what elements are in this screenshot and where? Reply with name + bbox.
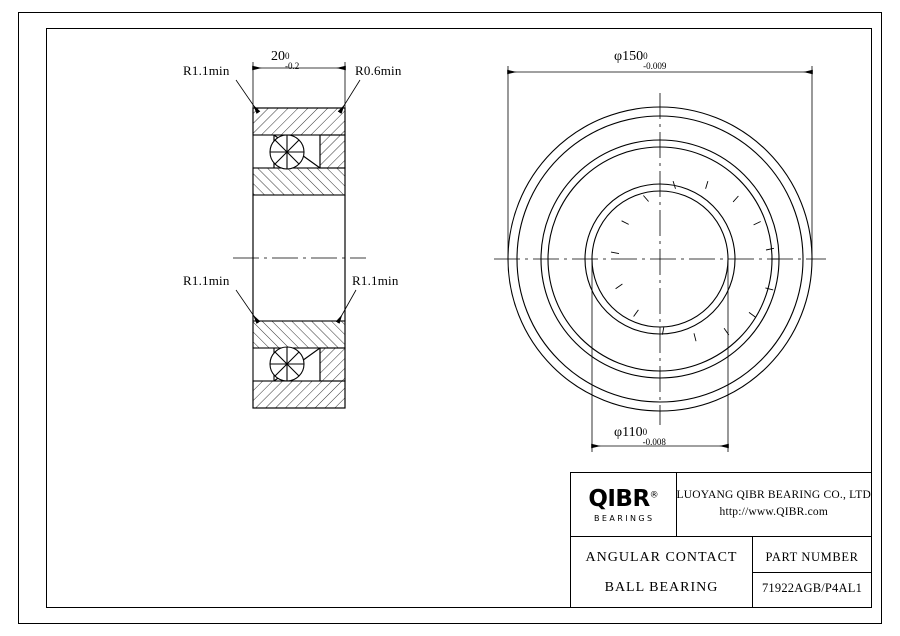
annotation-r11-bottom-right: R1.1min [352,273,399,288]
annotation-r06-top-right: R0.6min [355,63,402,78]
outer-diameter-text [614,49,677,71]
title-block [570,472,872,608]
outer-dia-nominal: 150 [622,49,644,64]
outer-dia-tol-upper: 0 [643,51,648,61]
bore-dia-nominal: 110 [622,425,643,440]
title-block-header [571,473,871,537]
front-view-centerlines [494,93,826,425]
bore-dia-tol-lower: -0.008 [642,437,666,447]
description-line-1: ANGULAR CONTACT [585,549,738,565]
width-nominal: 20 [271,49,285,64]
company-name: LUOYANG QIBR BEARING CO., LTD [676,489,871,501]
part-number-header: PART NUMBER [765,549,859,564]
logo-text [588,488,658,511]
width-tol-upper: 0 [285,51,290,61]
part-number-value: 71922AGB/P4AL1 [761,580,863,595]
bore-diameter-text [614,425,677,447]
annotation-r11-top-left: R1.1min [183,63,230,78]
logo-subtitle: BEARINGS [594,514,655,523]
annotation-r11-bottom-left: R1.1min [183,273,230,288]
outer-dia-tol-lower: -0.009 [643,61,667,71]
company-url: http://www.QIBR.com [719,506,828,518]
outer-dia-symbol: φ [614,49,623,64]
company-info [677,472,872,537]
title-block-body [571,537,871,608]
bore-dia-tol-upper: 0 [642,427,648,437]
part-number-divider [753,572,871,573]
product-description [571,537,753,608]
logo-wordmark: QIBR [588,486,650,512]
registered-trademark-icon: ® [649,490,659,501]
width-tol-lower: -0.2 [285,61,300,71]
company-logo [571,473,677,536]
description-line-2: BALL BEARING [604,579,719,595]
width-dimension-text [271,49,319,71]
bore-dia-symbol: φ [614,425,623,440]
